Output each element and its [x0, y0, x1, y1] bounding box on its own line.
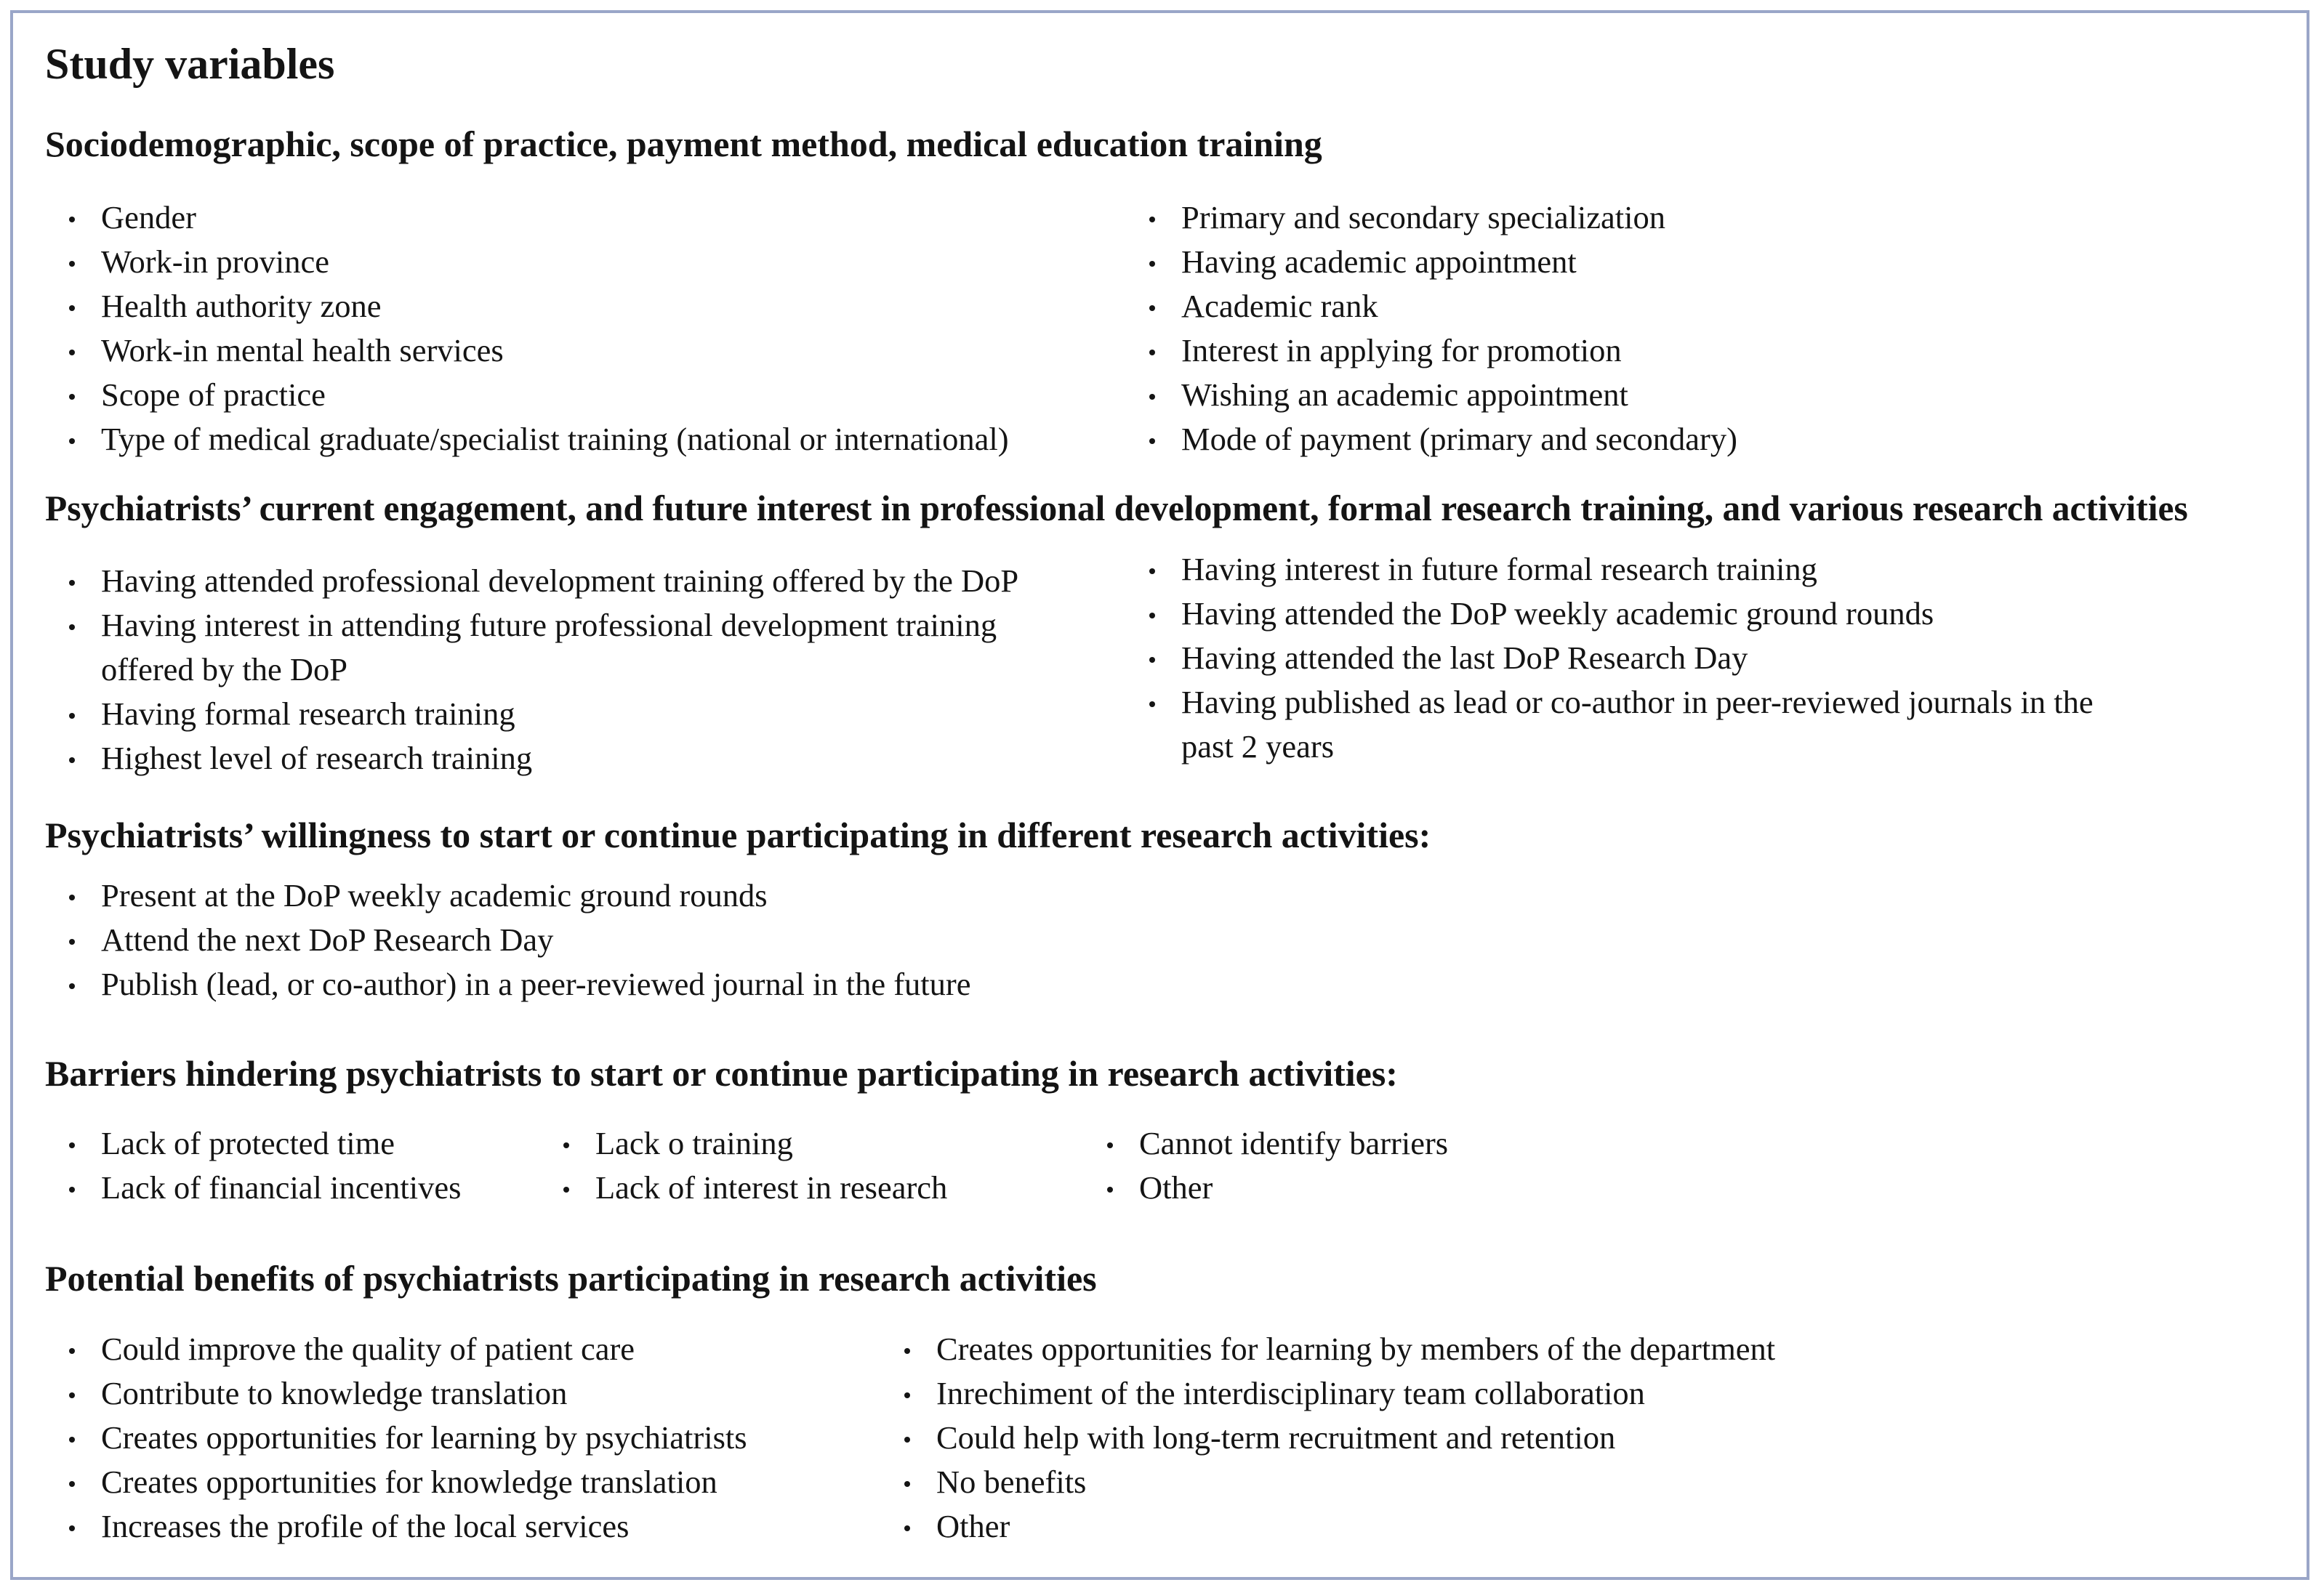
- sociodemographic-list-left: [45, 195, 1009, 461]
- list-item: Publish (lead, or co-author) in a peer-reviewed journal in the future: [45, 962, 970, 1007]
- list-item: Lack of interest in research: [539, 1166, 947, 1210]
- list-item: Work-in mental health services: [45, 328, 1009, 373]
- list-item: Having attended professional development training offered by the DoP: [45, 559, 1018, 603]
- list-item: Primary and secondary specialization: [1125, 195, 1737, 240]
- list-item: No benefits: [880, 1460, 1775, 1504]
- list-item: Health authority zone: [45, 284, 1009, 328]
- engagement-list-right: [1125, 547, 2094, 769]
- list-item: Could help with long-term recruitment and retention: [880, 1416, 1775, 1460]
- page-title: Study variables: [45, 40, 335, 88]
- list-item: Type of medical graduate/specialist training (national or international): [45, 417, 1009, 461]
- list-item: Contribute to knowledge translation: [45, 1371, 747, 1416]
- list-item: Highest level of research training: [45, 736, 1018, 781]
- list-item: Increases the profile of the local services: [45, 1504, 747, 1549]
- list-item: Gender: [45, 195, 1009, 240]
- section-heading-benefits: Potential benefits of psychiatrists participating in research activities: [45, 1258, 1097, 1299]
- barriers-list-col2: [539, 1121, 947, 1210]
- list-item: Creates opportunities for learning by psychiatrists: [45, 1416, 747, 1460]
- benefits-list-right: [880, 1327, 1775, 1549]
- list-item: Scope of practice: [45, 373, 1009, 417]
- list-item: Lack o training: [539, 1121, 947, 1166]
- list-item: Having interest in attending future professional development training offered by the DoP: [45, 603, 1018, 692]
- list-item: Academic rank: [1125, 284, 1737, 328]
- list-item: Present at the DoP weekly academic ground rounds: [45, 874, 970, 918]
- list-item: Creates opportunities for knowledge translation: [45, 1460, 747, 1504]
- list-item: Attend the next DoP Research Day: [45, 918, 970, 962]
- benefits-list-left: [45, 1327, 747, 1549]
- list-item: Lack of protected time: [45, 1121, 461, 1166]
- section-heading-barriers: Barriers hindering psychiatrists to start or continue participating in research activities:: [45, 1053, 1398, 1094]
- list-item: Wishing an academic appointment: [1125, 373, 1737, 417]
- list-item: Having published as lead or co-author in peer-reviewed journals in the past 2 years: [1125, 680, 2094, 769]
- list-item: Having attended the DoP weekly academic ground rounds: [1125, 592, 2094, 636]
- barriers-list-col1: [45, 1121, 461, 1210]
- list-item: Other: [880, 1504, 1775, 1549]
- list-item: Could improve the quality of patient care: [45, 1327, 747, 1371]
- list-item: Having formal research training: [45, 692, 1018, 736]
- list-item: Having attended the last DoP Research Day: [1125, 636, 2094, 680]
- sociodemographic-list-right: [1125, 195, 1737, 461]
- list-item: Having academic appointment: [1125, 240, 1737, 284]
- section-heading-sociodemographic: Sociodemographic, scope of practice, payment method, medical education training: [45, 124, 1322, 164]
- willingness-list: [45, 874, 970, 1007]
- section-heading-engagement: Psychiatrists’ current engagement, and future interest in professional development, formal research training, and various research activities: [45, 488, 2188, 528]
- list-item: Other: [1083, 1166, 1448, 1210]
- list-item: Interest in applying for promotion: [1125, 328, 1737, 373]
- barriers-list-col3: [1083, 1121, 1448, 1210]
- list-item: Inrechiment of the interdisciplinary team collaboration: [880, 1371, 1775, 1416]
- list-item: Having interest in future formal research training: [1125, 547, 2094, 592]
- list-item: Creates opportunities for learning by members of the department: [880, 1327, 1775, 1371]
- engagement-list-left: [45, 559, 1018, 781]
- section-heading-willingness: Psychiatrists’ willingness to start or continue participating in different research activities:: [45, 815, 1431, 855]
- list-item: Cannot identify barriers: [1083, 1121, 1448, 1166]
- list-item: Mode of payment (primary and secondary): [1125, 417, 1737, 461]
- list-item: Work-in province: [45, 240, 1009, 284]
- list-item: Lack of financial incentives: [45, 1166, 461, 1210]
